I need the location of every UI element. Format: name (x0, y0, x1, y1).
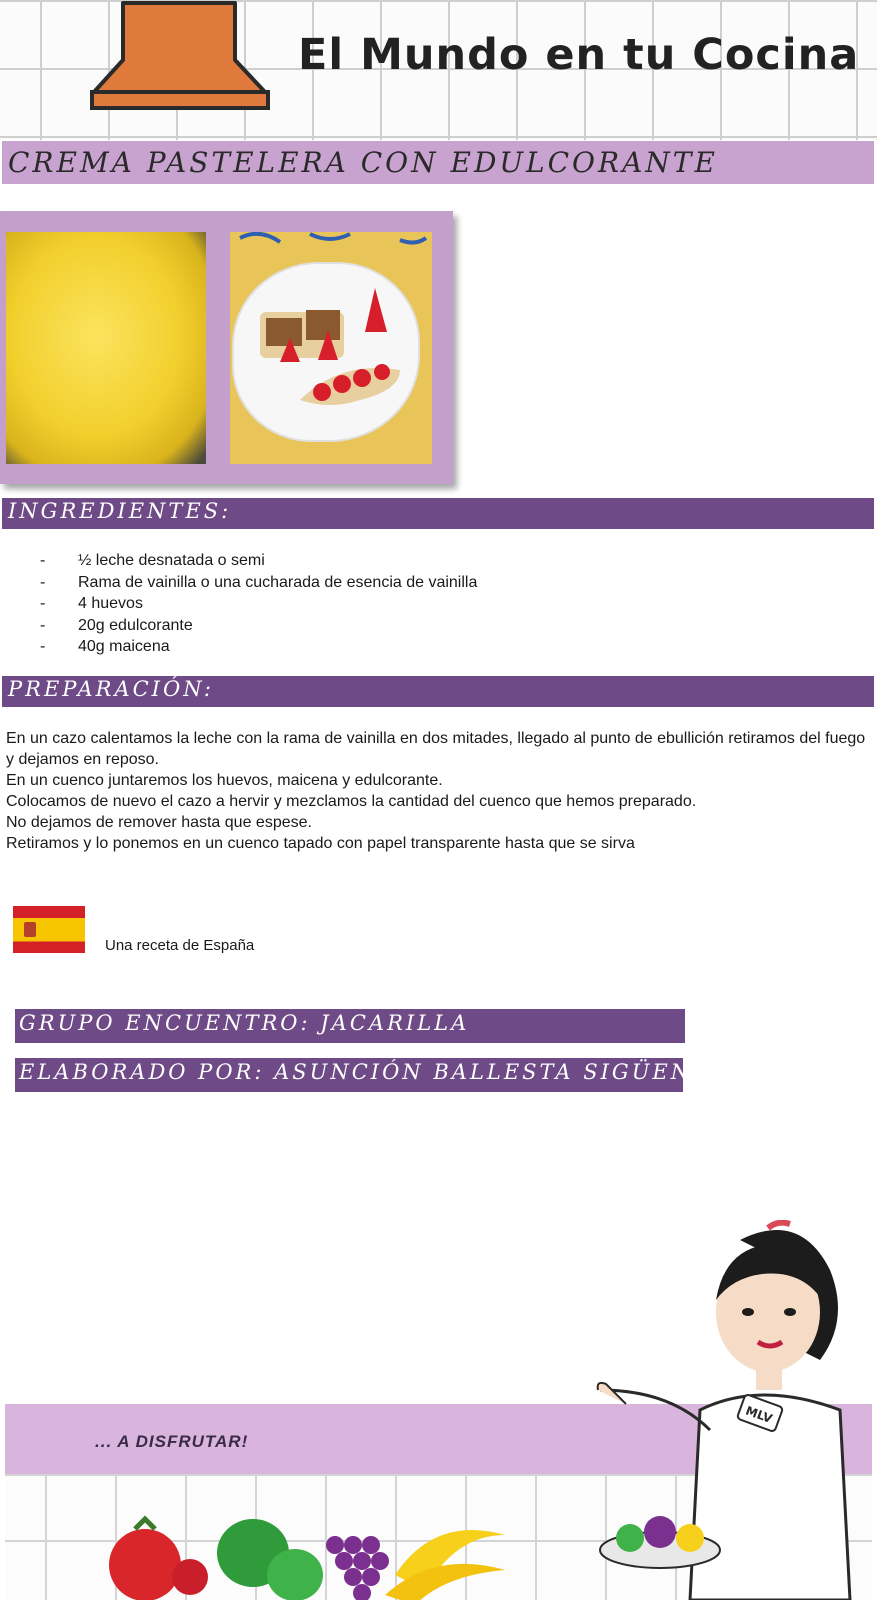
origin-text: Una receta de España (105, 937, 255, 954)
author-credit: ELABORADO POR: ASUNCIÓN BALLESTA SIGÜENZA (19, 1060, 728, 1084)
ingredient-text: 40g maicena (78, 638, 170, 655)
ingredient-text: Rama de vainilla o una cucharada de esencia de vainilla (78, 573, 478, 591)
ingredients-list (40, 550, 477, 658)
chef-badge: MLV (743, 1403, 775, 1426)
preparation-line: Colocamos de nuevo el cazo a hervir y mezclamos la cantidad del cuenco que hemos preparado. (6, 793, 697, 810)
dessert-strawberries-icon (230, 232, 432, 464)
brand-title: El Mundo en tu Cocina (298, 30, 860, 80)
list-bullet: - (40, 616, 46, 634)
preparation-heading: PREPARACIÓN: (8, 677, 214, 701)
preparation-line: En un cuenco juntaremos los huevos, maicena y edulcorante. (6, 772, 443, 789)
list-bullet: - (40, 573, 46, 591)
list-bullet: - (40, 638, 46, 655)
list-item (40, 593, 477, 615)
ingredient-text: ½ leche desnatada o semi (78, 552, 265, 569)
ingredient-text: 20g edulcorante (78, 616, 193, 634)
list-bullet: - (40, 552, 46, 569)
footer-tagline: ... A DISFRUTAR! (95, 1432, 249, 1451)
chef-illustration (590, 1220, 877, 1600)
dessert-plate-photo (230, 232, 432, 464)
fruits-vegetables-icon (105, 1505, 525, 1600)
preparation-line: Retiramos y lo ponemos en un cuenco tapado con papel transparente hasta que se sirva (6, 835, 635, 852)
recipe-title: CREMA PASTELERA CON EDULCORANTE (8, 146, 718, 179)
list-item (40, 636, 477, 658)
list-item (40, 615, 477, 637)
list-item (40, 572, 477, 594)
flag-crest (24, 922, 36, 937)
ingredient-text: 4 huevos (78, 595, 143, 612)
preparation-line: En un cazo calentamos la leche con la rama de vainilla en dos mitades, llegado al punto de ebullición retiramos del fuego y dejamos en reposo. (6, 730, 866, 768)
range-hood-icon (90, 0, 275, 112)
spain-flag-icon (13, 906, 85, 953)
list-bullet: - (40, 595, 46, 612)
list-item (40, 550, 477, 572)
ingredients-heading: INGREDIENTES: (8, 499, 232, 523)
custard-bowl-photo (6, 232, 206, 464)
preparation-line: No dejamos de remover hasta que espese. (6, 814, 312, 831)
group-credit: GRUPO ENCUENTRO: JACARILLA (19, 1011, 470, 1035)
preparation-text (6, 728, 866, 854)
